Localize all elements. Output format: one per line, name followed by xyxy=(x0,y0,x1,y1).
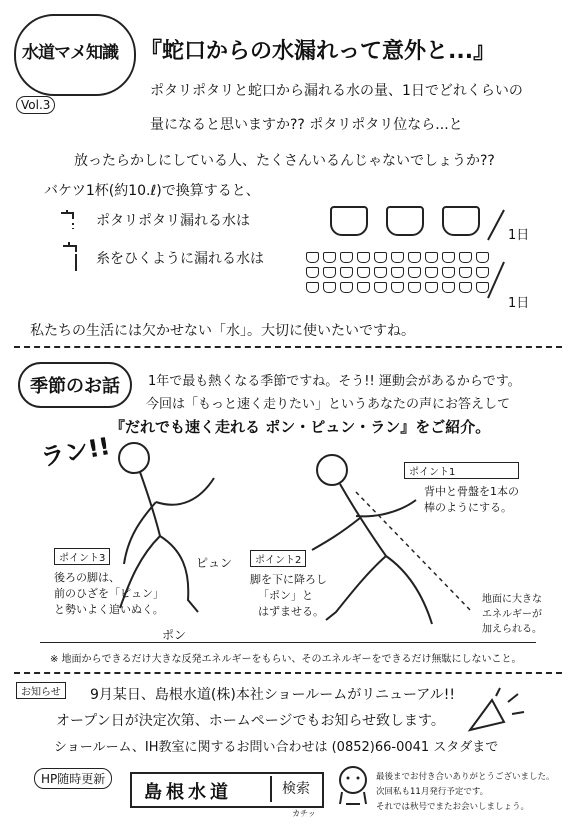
season-title: 『だれでも速く走れる ポン・ピュン・ラン』をご紹介。 xyxy=(110,418,491,436)
hp-label: HP随時更新 xyxy=(34,768,112,789)
ground-note xyxy=(482,590,542,635)
closing-message xyxy=(376,770,555,812)
point2-text-2: 「ポン」と xyxy=(258,589,313,602)
section-divider xyxy=(14,672,562,674)
intro-line-2: 量になると思いますか?? ポタリポタリ位なら...と xyxy=(150,117,463,133)
point1-label: ポイント1 xyxy=(404,462,519,479)
headline: 『蛇口からの水漏れって意外と...』 xyxy=(140,39,496,64)
drip-per-day: 1日 xyxy=(508,228,530,243)
point2-text-3: はずませる。 xyxy=(258,605,324,618)
point1-text-2: 棒のようにする。 xyxy=(424,501,512,514)
pyun-label: ピュン xyxy=(196,556,233,570)
faucet-stream-icon xyxy=(60,238,90,276)
notice-line-3: ショールーム、IH教室に関するお問い合わせは (0852)66-0041 スタダまで xyxy=(54,740,499,755)
notice-badge: お知らせ xyxy=(16,682,66,699)
intro-line-3: 放ったらかしにしている人、たくさんいるんじゃないでしょうか?? xyxy=(74,153,495,169)
party-popper-icon xyxy=(462,686,532,736)
season-line-2: 今回は「もっと速く走りたい」というあなたの声にお答えして xyxy=(146,397,511,412)
stream-label: 糸をひくように漏れる水は xyxy=(96,251,264,267)
search-hint: カチッ xyxy=(292,809,316,818)
ground-note-1: 地面に大きな xyxy=(482,594,542,605)
divider-slash xyxy=(486,208,506,242)
pon-label: ポン xyxy=(162,628,187,642)
thanks-2: 次回私も11月発行予定です。 xyxy=(376,787,489,797)
series-title: 水道マメ知識 xyxy=(22,43,118,63)
notice-line-2: オープン日が決定次第、ホームページでもお知らせ致します。 xyxy=(56,713,445,729)
water-closing: 私たちの生活には欠かせない「水」。大切に使いたいですね。 xyxy=(30,323,415,339)
thanks-1: 最後までお付き合いありがとうございました。 xyxy=(376,772,555,782)
point3-box xyxy=(54,546,164,617)
drip-buckets xyxy=(330,206,498,240)
search-term: 島根水道 xyxy=(144,782,232,803)
drip-label: ポタリポタリ漏れる水は xyxy=(96,213,250,229)
point2-label: ポイント2 xyxy=(250,550,306,567)
season-line-1: 1年で最も熱くなる季節ですね。そう!! 運動会があるからです。 xyxy=(148,374,521,389)
faucet-drip-icon xyxy=(58,205,84,235)
point3-text-3: と勢いよく追いぬく。 xyxy=(54,603,164,616)
bucket-icon xyxy=(330,206,368,236)
bucket-icon xyxy=(442,206,480,236)
season-footnote: ※ 地面からできるだけ大きな反発エネルギーをもらい、そのエネルギーをできるだけ無駄にしないこと。 xyxy=(50,654,522,665)
season-badge: 季節のお話 xyxy=(18,362,132,408)
thanks-3: それでは秋号でまたお会いしましょう。 xyxy=(376,802,530,812)
run-shout: ラン!! xyxy=(38,432,113,472)
point3-text-1: 後ろの脚は、 xyxy=(54,571,120,584)
bucket-icon xyxy=(386,206,424,236)
comparison-lead: バケツ1杯(約10.ℓ)で換算すると、 xyxy=(44,183,260,199)
vol-badge: Vol.3 xyxy=(16,96,55,114)
section-divider xyxy=(14,346,562,348)
stream-cups xyxy=(304,248,491,293)
search-button[interactable]: 検索 xyxy=(270,776,320,802)
notice-line-1: 9月某日、島根水道(株)本社ショールームがリニューアル!! xyxy=(90,687,455,703)
intro-line-1: ポタリポタリと蛇口から漏れる水の量、1日でどれくらいの xyxy=(150,83,523,99)
stream-per-day: 1日 xyxy=(508,296,530,311)
series-logo xyxy=(14,14,136,96)
ground-note-2: エネルギーが xyxy=(482,609,542,620)
ground-note-3: 加えられる。 xyxy=(482,624,542,635)
ground-line xyxy=(40,642,536,643)
mascot-icon xyxy=(334,762,372,806)
point3-label: ポイント3 xyxy=(54,548,110,565)
point2-box xyxy=(250,548,327,619)
search-bar[interactable] xyxy=(130,772,324,808)
point1-text-1: 背中と骨盤を1本の xyxy=(424,485,519,498)
point1-box xyxy=(404,462,519,515)
divider-slash xyxy=(486,260,506,300)
point2-text-1: 脚を下に降ろし xyxy=(250,573,327,586)
point3-text-2: 前のひざを「ピュン」 xyxy=(54,587,164,600)
